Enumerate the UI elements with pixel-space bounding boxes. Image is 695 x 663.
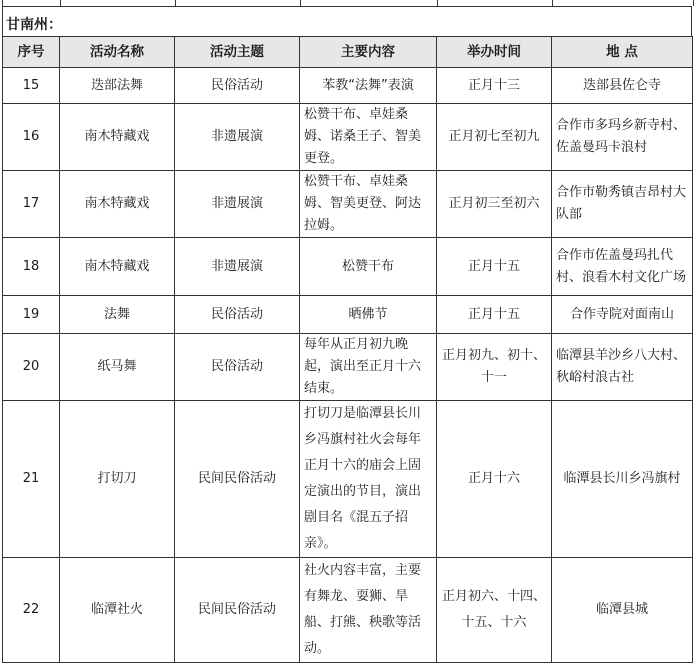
cell-content: 晒佛节 xyxy=(300,296,437,334)
cell-name: 临潭社火 xyxy=(60,558,175,663)
schedule-document xyxy=(2,0,692,656)
region-row xyxy=(2,6,692,37)
table-header-row xyxy=(3,37,693,68)
cell-no: 16 xyxy=(3,104,60,171)
cell-theme: 非遗展演 xyxy=(175,171,300,238)
cell-theme: 非遗展演 xyxy=(175,104,300,171)
cell-time: 正月初三至初六 xyxy=(437,171,552,238)
cell-theme: 民俗活动 xyxy=(175,296,300,334)
cell-name: 迭部法舞 xyxy=(60,68,175,104)
cell-content: 打切刀是临潭县长川乡冯旗村社火会每年正月十六的庙会上固定演出的节目，演出剧目名《混五子招亲》。 xyxy=(300,401,437,558)
cell-theme: 民俗活动 xyxy=(175,334,300,401)
header-name: 活动名称 xyxy=(60,37,175,68)
header-place: 地 点 xyxy=(552,37,693,68)
cell-place: 临潭县羊沙乡八大村、秋峪村浪古社 xyxy=(552,334,693,401)
cell-name: 南木特藏戏 xyxy=(60,104,175,171)
header-content: 主要内容 xyxy=(300,37,437,68)
cell-content: 松赞干布、卓娃桑姆、智美更登、阿达拉姆。 xyxy=(300,171,437,238)
cell-content: 松赞干布 xyxy=(300,238,437,296)
cell-name: 南木特藏戏 xyxy=(60,171,175,238)
cell-no: 18 xyxy=(3,238,60,296)
header-theme: 活动主题 xyxy=(175,37,300,68)
cell-no: 17 xyxy=(3,171,60,238)
cell-theme: 民俗活动 xyxy=(175,68,300,104)
cell-place: 迭部县佐仑寺 xyxy=(552,68,693,104)
cell-no: 22 xyxy=(3,558,60,663)
cell-no: 20 xyxy=(3,334,60,401)
cell-time: 正月初九、初十、十一 xyxy=(437,334,552,401)
cell-name: 法舞 xyxy=(60,296,175,334)
cell-name: 纸马舞 xyxy=(60,334,175,401)
activity-table xyxy=(2,36,693,663)
cell-place: 临潭县城 xyxy=(552,558,693,663)
cell-place: 合作市佐盖曼玛扎代村、浪看木村文化广场 xyxy=(552,238,693,296)
cell-content: 苯教“法舞”表演 xyxy=(300,68,437,104)
cell-time: 正月初七至初九 xyxy=(437,104,552,171)
cell-theme: 非遗展演 xyxy=(175,238,300,296)
cell-content: 每年从正月初九晚起，演出至正月十六结束。 xyxy=(300,334,437,401)
region-label: 甘南州： xyxy=(6,17,62,33)
cell-content: 社火内容丰富，主要有舞龙、耍狮、旱船、打熊、秧歌等活动。 xyxy=(300,558,437,663)
table-row xyxy=(3,558,693,663)
table-row xyxy=(3,334,693,401)
cell-theme: 民间民俗活动 xyxy=(175,401,300,558)
cell-place: 合作市多玛乡新寺村、佐盖曼玛卡浪村 xyxy=(552,104,693,171)
cell-content: 松赞干布、卓娃桑姆、诺桑王子、智美更登。 xyxy=(300,104,437,171)
cell-no: 21 xyxy=(3,401,60,558)
cell-no: 15 xyxy=(3,68,60,104)
cell-name: 南木特藏戏 xyxy=(60,238,175,296)
cell-time: 正月十六 xyxy=(437,401,552,558)
cell-place: 合作寺院对面南山 xyxy=(552,296,693,334)
cell-no: 19 xyxy=(3,296,60,334)
cell-place: 合作市勒秀镇吉昂村大队部 xyxy=(552,171,693,238)
cell-time: 正月十五 xyxy=(437,238,552,296)
cell-time: 正月十三 xyxy=(437,68,552,104)
table-row xyxy=(3,171,693,238)
header-time: 举办时间 xyxy=(437,37,552,68)
table-row xyxy=(3,296,693,334)
table-row xyxy=(3,104,693,171)
cell-time: 正月十五 xyxy=(437,296,552,334)
cell-time: 正月初六、十四、十五、十六 xyxy=(437,558,552,663)
table-row xyxy=(3,238,693,296)
header-no: 序号 xyxy=(3,37,60,68)
cell-name: 打切刀 xyxy=(60,401,175,558)
cell-theme: 民间民俗活动 xyxy=(175,558,300,663)
table-row xyxy=(3,401,693,558)
table-row xyxy=(3,68,693,104)
cell-place: 临潭县长川乡冯旗村 xyxy=(552,401,693,558)
